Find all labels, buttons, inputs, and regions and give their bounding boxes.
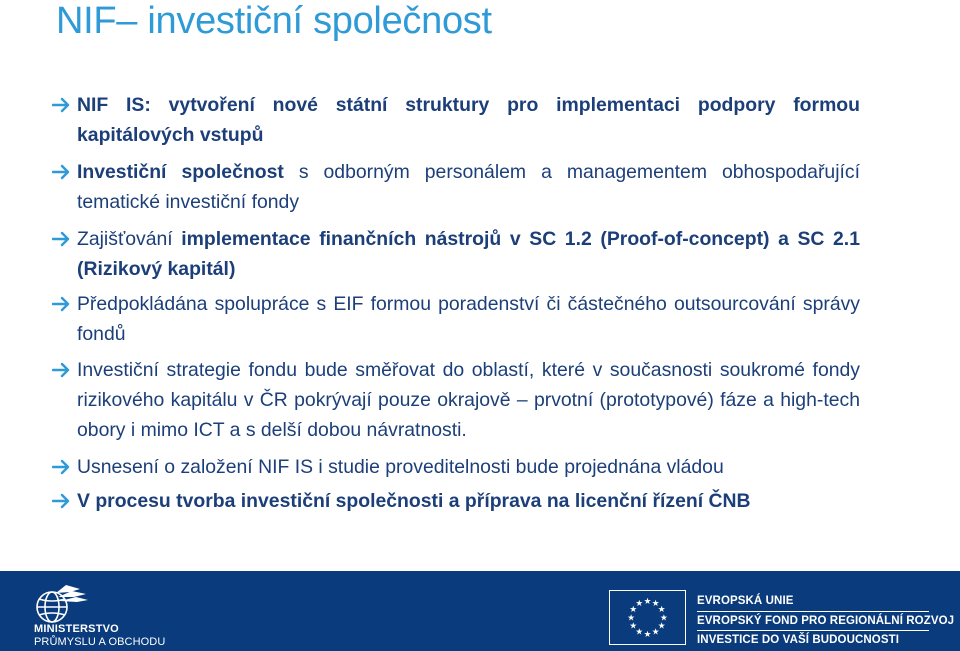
eu-star-icon: ★ xyxy=(635,626,644,637)
eu-star-icon: ★ xyxy=(659,612,668,623)
eu-divider xyxy=(697,611,929,612)
arrow-right-icon xyxy=(52,492,72,510)
ministry-name-line2: PRŮMYSLU A OBCHODU xyxy=(34,636,166,648)
bullet-text xyxy=(77,355,860,445)
bullet-text xyxy=(77,90,860,150)
eu-star-icon: ★ xyxy=(627,612,636,623)
bullet-text-bold: implementace finančních nástrojů v SC 1.2 (Proof-of-concept) a SC 2.1 (Rizikový kapitál) xyxy=(77,228,860,280)
eu-star-icon: ★ xyxy=(629,620,638,631)
bullet-text xyxy=(77,289,860,349)
eu-slogan-label: INVESTICE DO VAŠÍ BUDOUCNOSTI xyxy=(697,634,900,646)
bullet-text-normal: Předpokládána spolupráce s EIF formou poradenství či částečného outsourcování správy fondů xyxy=(77,293,860,345)
eu-star-icon: ★ xyxy=(629,604,638,615)
arrow-right-icon xyxy=(52,96,72,114)
bullet-text-bold: V procesu tvorba investiční společnosti a příprava na licenční řízení ČNB xyxy=(77,490,751,512)
arrow-right-icon xyxy=(52,230,72,248)
eu-star-icon: ★ xyxy=(651,626,660,637)
bullet-text-normal: Zajišťování xyxy=(77,228,182,250)
bullet-text xyxy=(77,452,860,482)
bullet-text-normal: s odborným personálem a managementem obhospodařující tematické investiční fondy xyxy=(77,161,860,213)
eu-star-icon: ★ xyxy=(657,604,666,615)
mpo-globe-logo xyxy=(32,583,90,625)
arrow-right-icon xyxy=(52,361,72,379)
eu-star-icon: ★ xyxy=(643,628,652,639)
arrow-right-icon xyxy=(52,295,72,313)
footer-bar xyxy=(0,571,960,651)
bullet-text-bold: Investiční společnost xyxy=(77,161,284,183)
eu-star-icon: ★ xyxy=(657,620,666,631)
arrow-right-icon xyxy=(52,458,72,476)
slide-title: NIF– investiční společnost xyxy=(56,0,492,42)
eu-fund-label: EVROPSKÝ FOND PRO REGIONÁLNÍ ROZVOJ xyxy=(697,615,955,627)
bullet-text xyxy=(77,224,860,284)
bullet-text-normal: Usnesení o založení NIF IS i studie proveditelnosti bude projednána vládou xyxy=(77,456,724,478)
bullet-text-bold: NIF IS: vytvoření nové státní struktury pro implementaci podpory formou kapitálových vstupů xyxy=(77,94,860,146)
eu-flag-icon xyxy=(609,590,686,645)
eu-union-label: EVROPSKÁ UNIE xyxy=(697,595,794,607)
bullet-text xyxy=(77,157,860,217)
arrow-right-icon xyxy=(52,163,72,181)
eu-divider xyxy=(697,630,929,631)
eu-star-icon: ★ xyxy=(651,598,660,609)
eu-star-icon: ★ xyxy=(635,598,644,609)
ministry-name-line1: MINISTERSTVO xyxy=(34,623,119,635)
bullet-text-normal: Investiční strategie fondu bude směřovat do oblastí, které v současnosti soukromé fondy rizikového kapitálu v ČR pokrývají pouze okrajově – prvotní (prototypové) fáze a high-tech obory i mimo ICT a s delší dobou návratnosti. xyxy=(77,359,860,441)
bullet-text xyxy=(77,486,860,516)
eu-star-icon: ★ xyxy=(643,596,652,607)
